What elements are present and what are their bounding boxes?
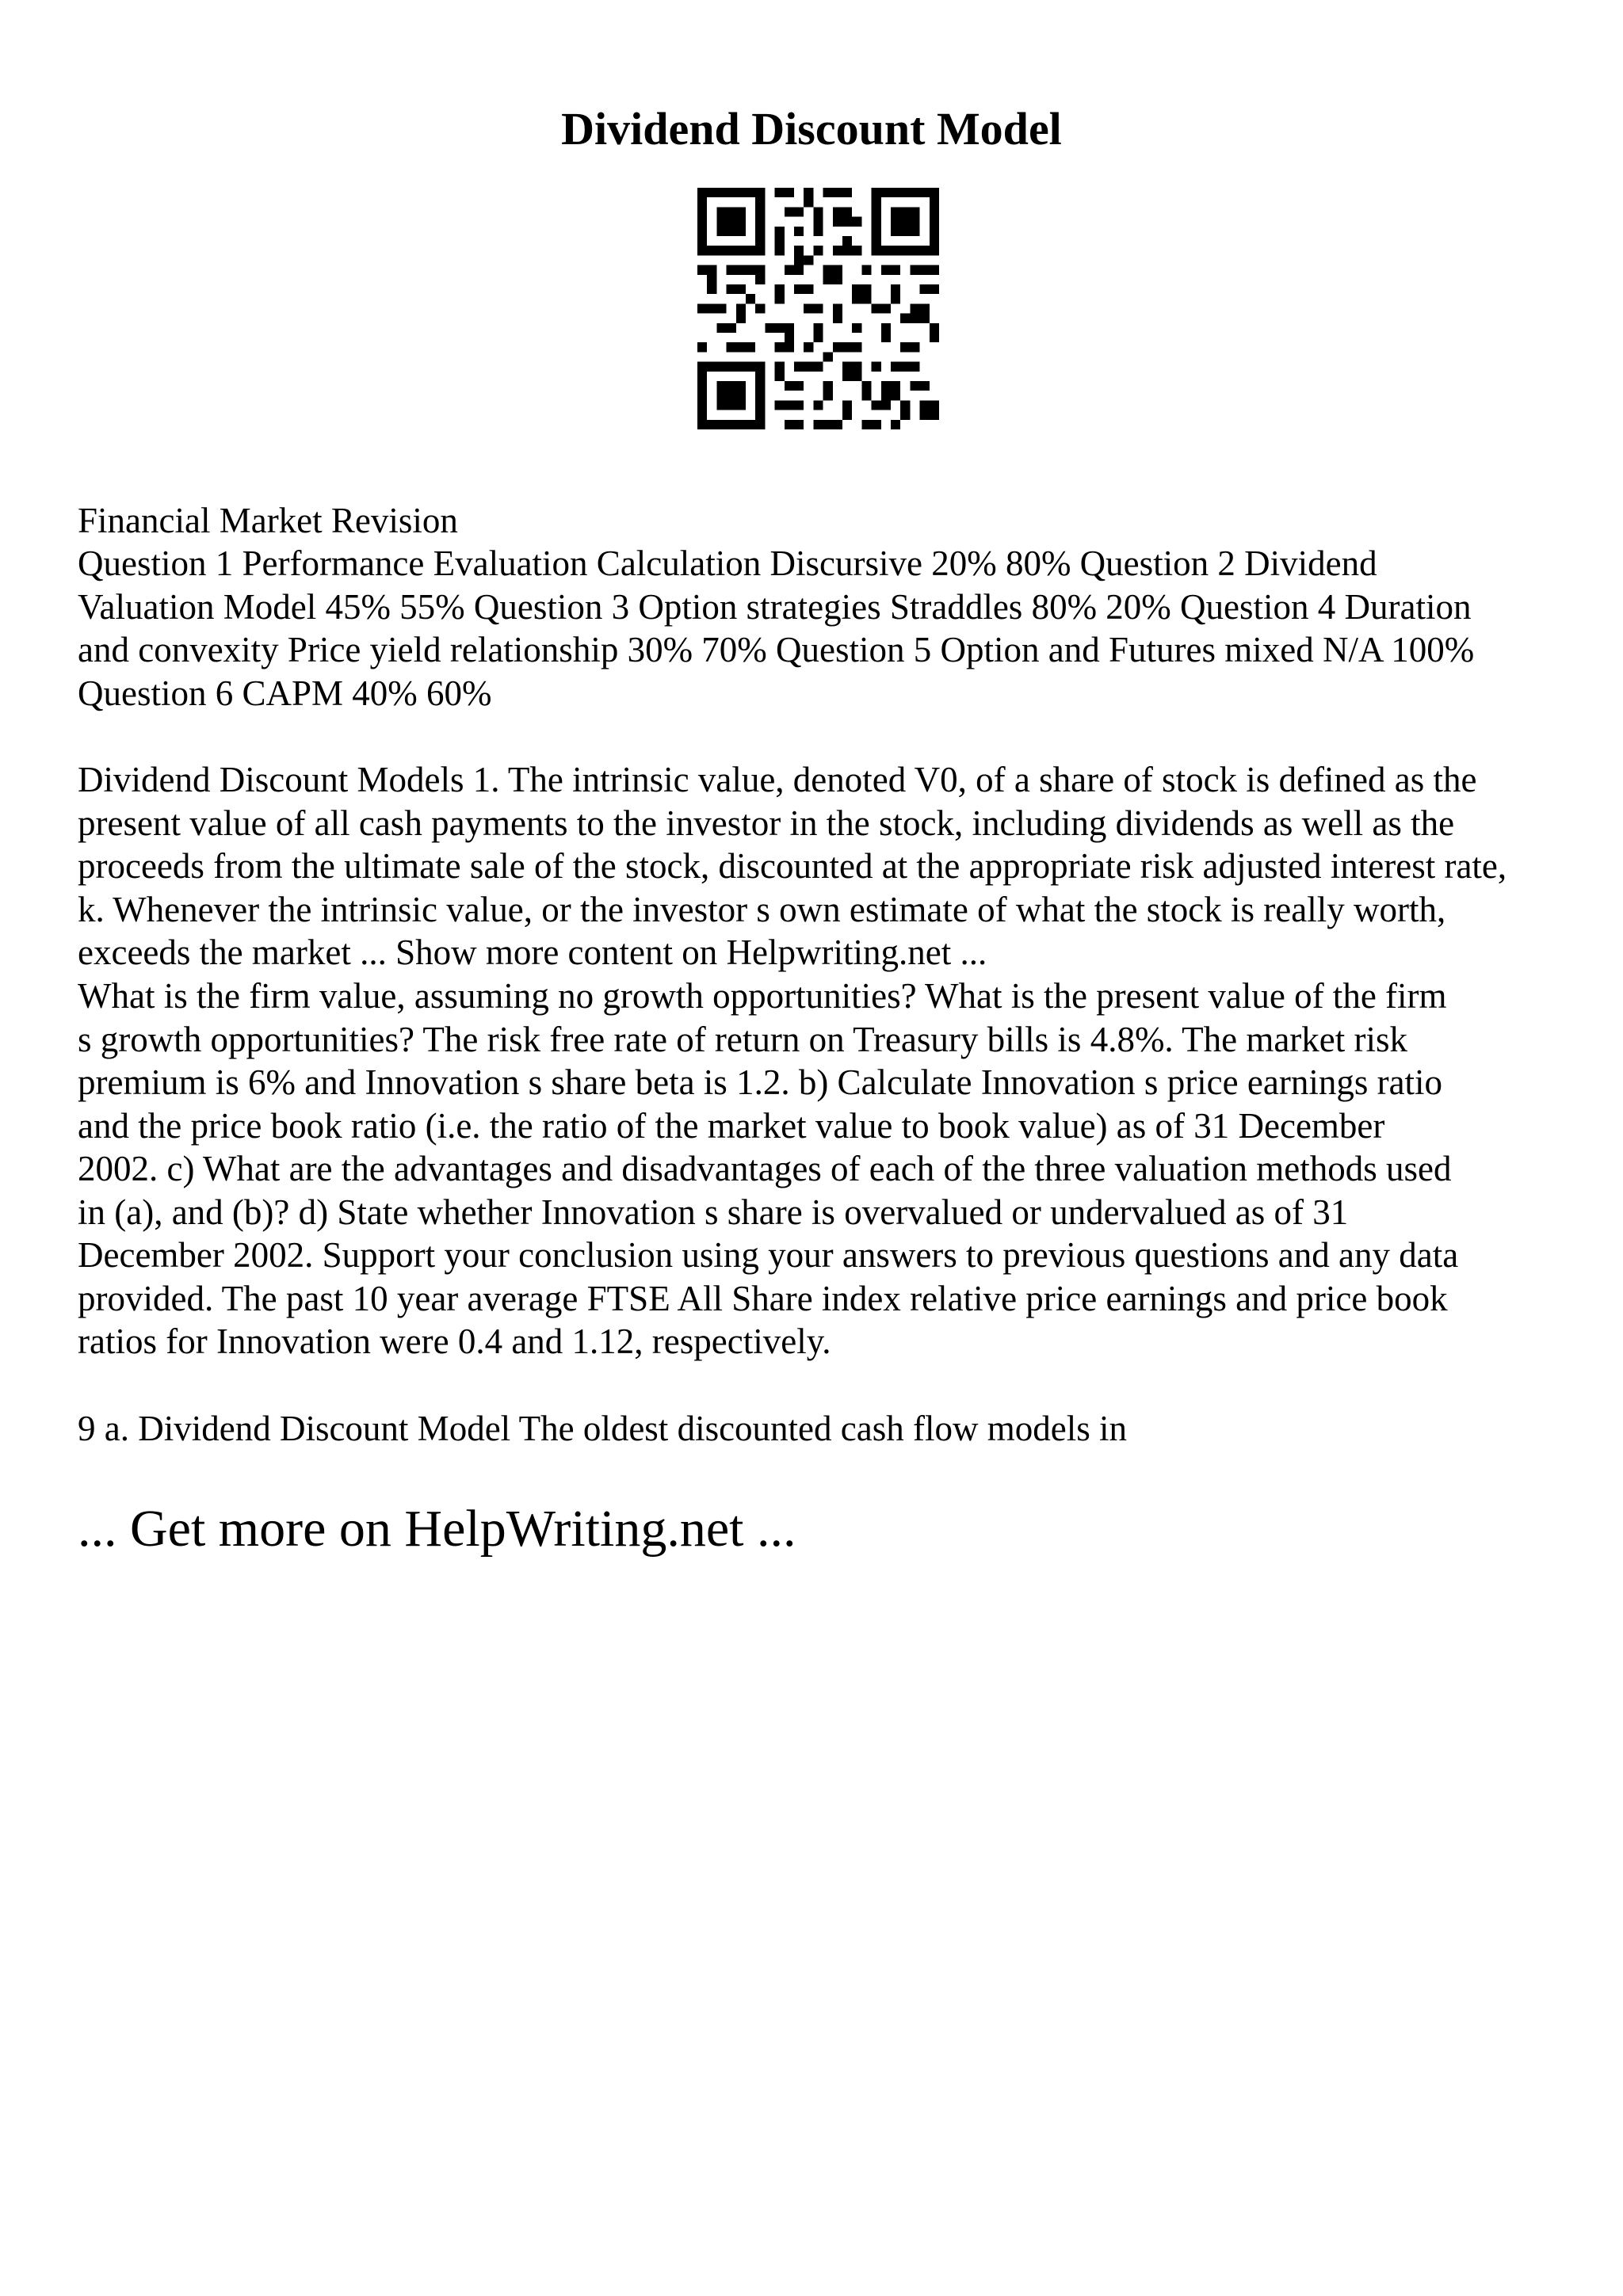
document-title: Dividend Discount Model — [561, 103, 1062, 154]
heading-financial-market-revision: Financial Market Revision — [78, 501, 458, 540]
firm-line: in (a), and (b)? d) State whether Innovation s share is overvalued or undervalued as of 31 — [78, 1192, 1349, 1232]
nine-a-paragraph: 9 a. Dividend Discount Model The oldest discounted cash flow models in — [78, 1409, 1127, 1448]
firm-line: December 2002. Support your conclusion using your answers to previous questions and any data — [78, 1235, 1459, 1275]
firm-line: provided. The past 10 year average FTSE All Share index relative price earnings and price book — [78, 1278, 1448, 1318]
firm-line: 2002. c) What are the advantages and disadvantages of each of the three valuation methods used — [78, 1149, 1452, 1188]
ddm-line: present value of all cash payments to the investor in the stock, including dividends as well as the — [78, 803, 1455, 843]
questions-line: Valuation Model 45% 55% Question 3 Option strategies Straddles 80% 20% Question 4 Duration — [78, 586, 1472, 627]
questions-paragraph — [78, 542, 1568, 715]
firm-line: premium is 6% and Innovation s share beta is 1.2. b) Calculate Innovation s price earnings ratio — [78, 1062, 1443, 1102]
firm-line: What is the firm value, assuming no growth opportunities? What is the present value of the firm — [78, 976, 1447, 1016]
firm-line: ratios for Innovation were 0.4 and 1.12, respectively. — [78, 1322, 831, 1361]
ddm-line: Dividend Discount Models 1. The intrinsic value, denoted V0, of a share of stock is defined as the — [78, 760, 1477, 799]
ddm-line: k. Whenever the intrinsic value, or the investor s own estimate of what the stock is really worth, — [78, 889, 1446, 929]
firm-line: and the price book ratio (i.e. the ratio of the market value to book value) as of 31 December — [78, 1105, 1385, 1146]
firm-line: s growth opportunities? The risk free rate of return on Treasury bills is 4.8%. The market risk — [78, 1019, 1408, 1059]
qr-code-icon — [697, 188, 939, 429]
ddm-line: proceeds from the ultimate sale of the stock, discounted at the appropriate risk adjusted interest rate, — [78, 846, 1507, 886]
questions-line: Question 6 CAPM 40% 60% — [78, 673, 492, 713]
dividend-discount-models-paragraph — [78, 758, 1568, 974]
get-more-link[interactable]: ... Get more on HelpWriting.net ... — [78, 1500, 796, 1558]
questions-line: and convexity Price yield relationship 30% 70% Question 5 Option and Futures mixed N/A 100% — [78, 630, 1475, 669]
ddm-line: exceeds the market ... Show more content on Helpwriting.net ... — [78, 933, 987, 972]
firm-value-paragraph — [78, 974, 1568, 1363]
questions-line: Question 1 Performance Evaluation Calculation Discursive 20% 80% Question 2 Dividend — [78, 543, 1377, 583]
